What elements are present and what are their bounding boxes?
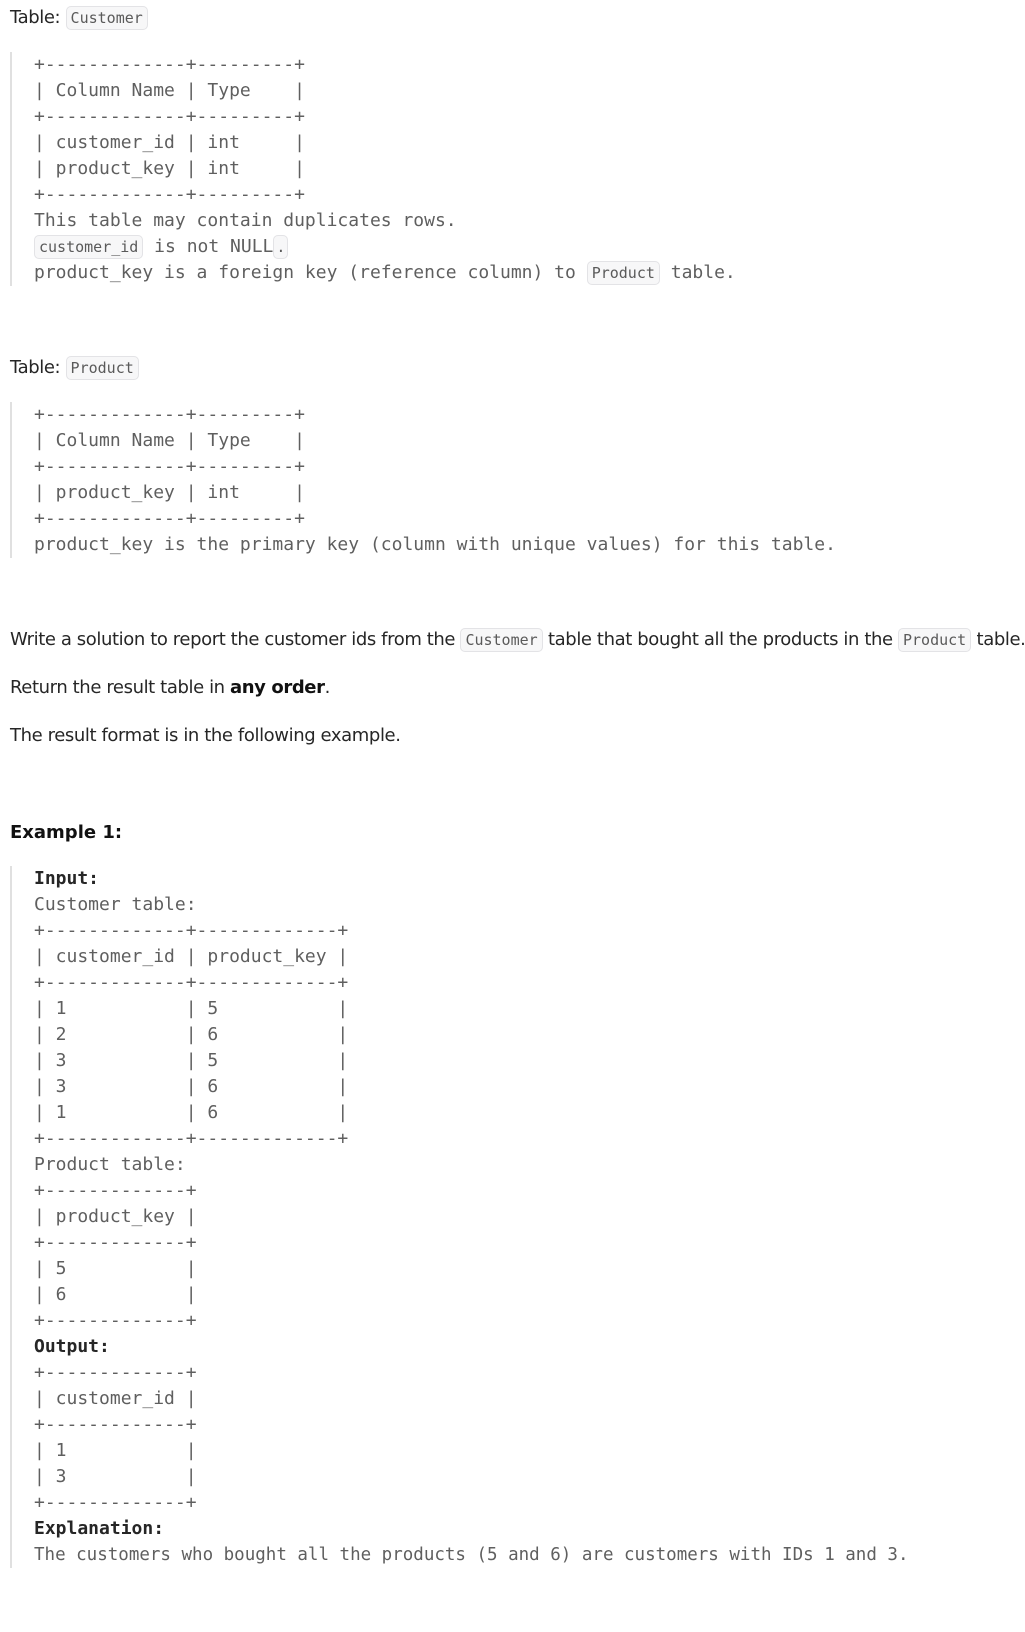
desc-product-code: Product [898,628,971,652]
explanation-text: The customers who bought all the products (5 and 6) are customers with IDs 1 and 3. [34,1545,909,1565]
example-title: Example 1: [10,822,123,843]
customer-table-name: Customer [66,6,148,30]
description-line-1 [10,627,1025,653]
example-block [10,866,908,1568]
desc-text-b: table that bought all the products in the [542,629,898,650]
output-label: Output: [34,1336,110,1357]
desc-order-text: Return the result table in [10,677,231,698]
desc-text-a: Write a solution to report the customer ids from the [10,629,461,650]
desc-text-c: table. [971,629,1025,650]
table-label: Table: [10,7,66,28]
foreign-key-end: table. [659,262,736,283]
explanation-label: Explanation: [34,1518,165,1539]
example-product-table: +-------------+ | product_key | +-------------+ | 5 | | 6 | +-------------+ [34,1180,197,1331]
customer-note-not-null [34,234,736,260]
description-line-2 [10,675,330,701]
product-schema-block [10,402,836,558]
customer-table-heading [10,5,148,31]
example-customer-table: +-------------+-------------+ | customer_id | product_key | +-------------+-------------+ | 1 | 5 | | 2 | 6 | | 3 | 5 | | 3 | 6 | | 1 | 6 | +-------------+-------------+ [34,920,349,1149]
foreign-key-text: product_key is a foreign key (reference column) to [34,262,587,283]
customer-id-code: customer_id [34,235,143,259]
desc-customer-code: Customer [460,628,542,652]
product-table-heading [10,355,139,381]
customer-schema: +-------------+---------+ | Column Name | Type | +-------------+---------+ | customer_id | int | | product_key | int | +-------------+---------+ [34,54,305,205]
product-table-name: Product [66,356,139,380]
not-null-dot: . [273,235,288,259]
product-note-primary-key: product_key is the primary key (column with unique values) for this table. [34,534,836,555]
not-null-text: is not NULL [143,236,274,257]
input-label: Input: [34,868,100,889]
description-line-3: The result format is in the following example. [10,725,401,746]
desc-any-order: any order [230,677,325,698]
customer-note-duplicates: This table may contain duplicates rows. [34,210,457,231]
table-label: Table: [10,357,66,378]
customer-schema-block [10,52,736,286]
desc-order-end: . [324,677,330,698]
product-ref-code: Product [587,261,660,285]
customer-caption: Customer table: [34,894,197,915]
product-schema: +-------------+---------+ | Column Name | Type | +-------------+---------+ | product_key | int | +-------------+---------+ [34,404,305,529]
customer-note-foreign-key [34,260,736,286]
example-output-table: +-------------+ | customer_id | +-------------+ | 1 | | 3 | +-------------+ [34,1362,197,1513]
product-caption: Product table: [34,1154,186,1175]
